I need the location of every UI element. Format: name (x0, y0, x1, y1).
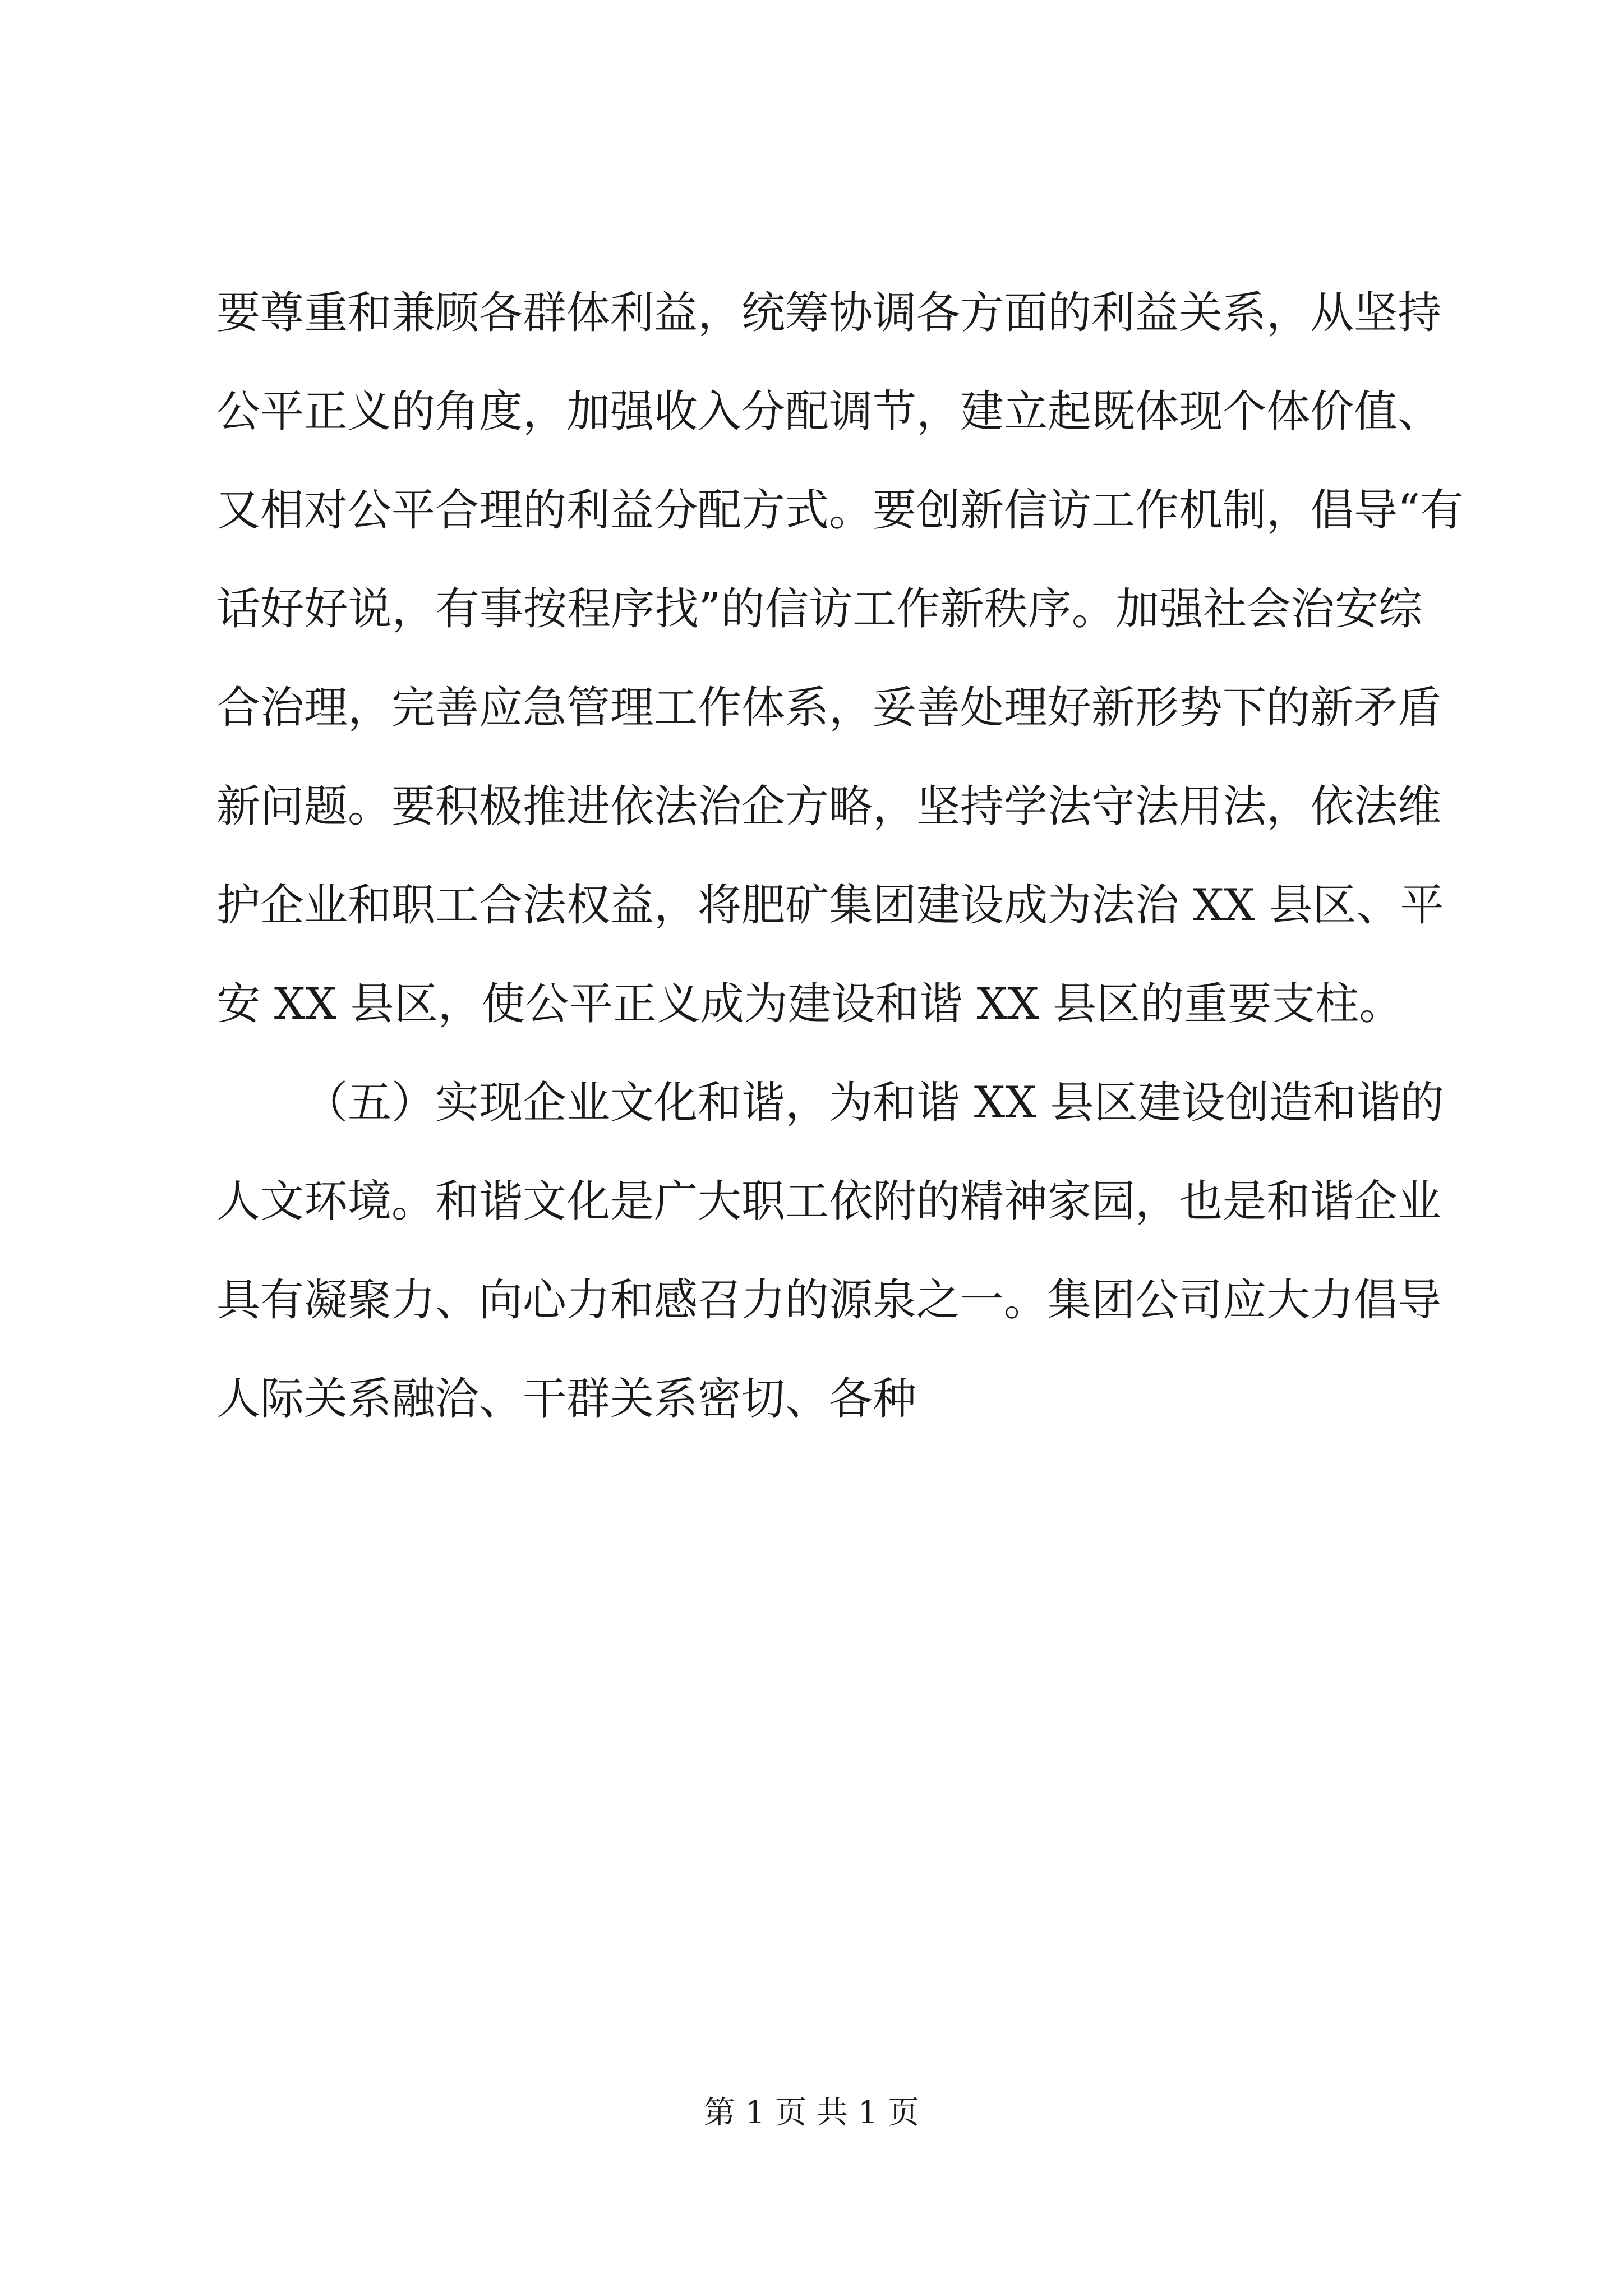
page-number: 第 1 页 共 1 页 (703, 2095, 920, 2131)
page-footer (0, 2088, 1623, 2133)
text-line: 要尊重和兼顾各群体利益，统筹协调各方面的利益关系，从坚持 (216, 288, 1442, 338)
text-line: 护企业和职工合法权益，将肥矿集团建设成为法治 XX 县区、平 (216, 880, 1444, 931)
text-line: 公平正义的角度，加强收入分配调节，建立起既体现个体价值、 (216, 386, 1442, 437)
text-line: 又相对公平合理的利益分配方式。要创新信访工作机制，倡导“有 (216, 485, 1464, 536)
text-line: 安 XX 县区，使公平正义成为建设和谐 XX 县区的重要支柱。 (216, 979, 1403, 1029)
text-line: 新问题。要积极推进依法治企方略，坚持学法守法用法，依法维 (216, 781, 1442, 832)
text-line: 人际关系融洽、干群关系密切、各种 (216, 1374, 917, 1424)
body-text (216, 264, 1464, 1448)
text-line: 话好好说，有事按程序找”的信访工作新秩序。加强社会治安综 (216, 584, 1422, 634)
text-line: 合治理，完善应急管理工作体系，妥善处理好新形势下的新矛盾 (216, 683, 1442, 733)
text-line: 具有凝聚力、向心力和感召力的源泉之一。集团公司应大力倡导 (216, 1275, 1442, 1326)
text-line: 人文环境。和谐文化是广大职工依附的精神家园，也是和谐企业 (216, 1176, 1442, 1227)
text-line-indented: （五）实现企业文化和谐，为和谐 XX 县区建设创造和谐的 (304, 1078, 1444, 1128)
